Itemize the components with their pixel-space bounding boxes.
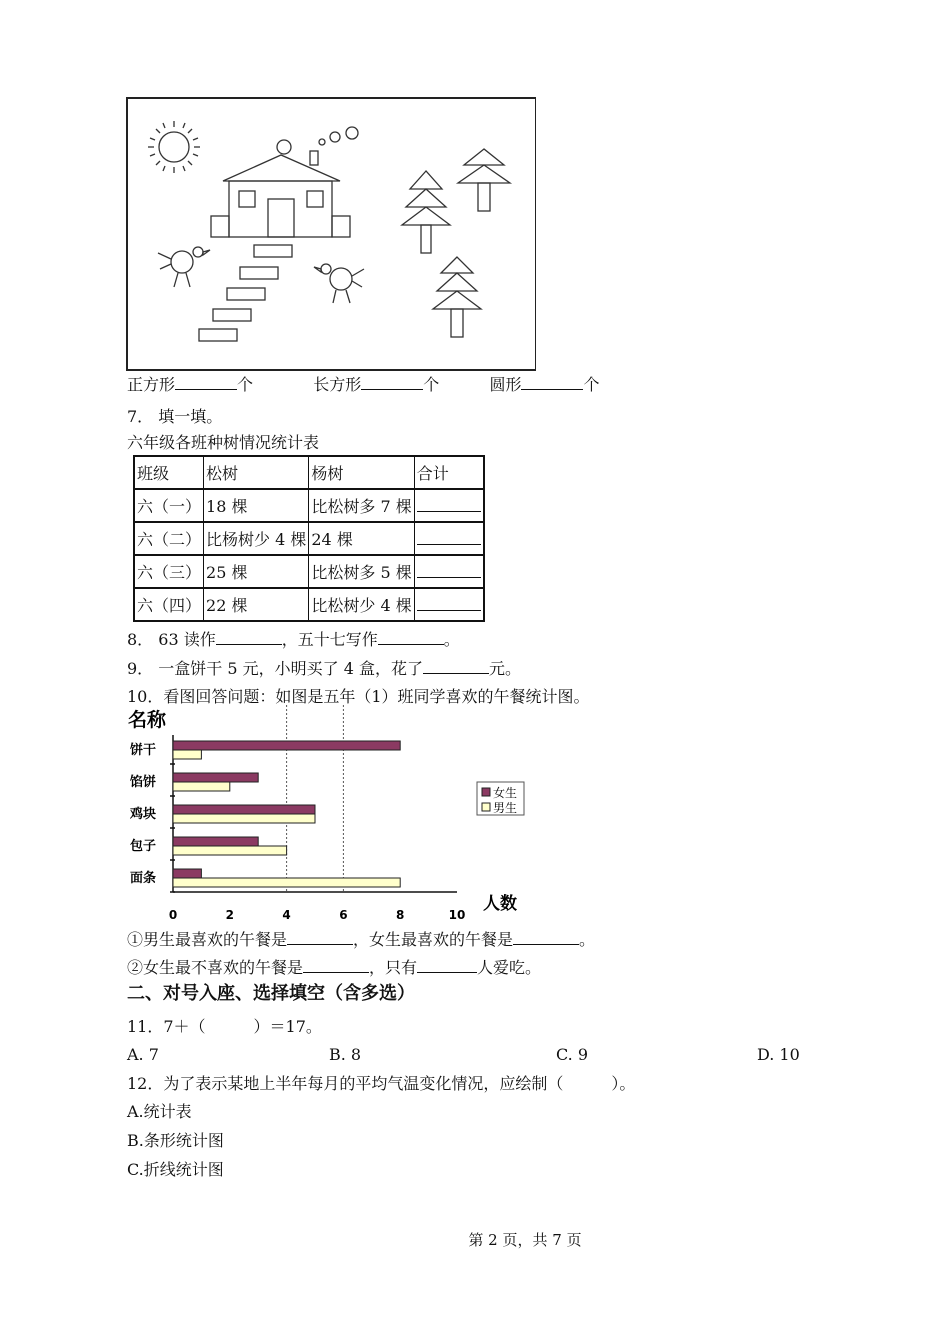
lunch-bar-chart-svg: [126, 705, 526, 920]
q9-text-2: 元。: [488, 659, 521, 678]
q9-cost-blank[interactable]: [423, 659, 489, 674]
x-tick-label: 0: [168, 908, 178, 920]
q9: [127, 656, 521, 679]
row-pine: 18 棵: [204, 489, 309, 522]
boys-favorite-blank[interactable]: [287, 930, 353, 945]
section-2-title: 二、对号入座、选择填空（含多选）: [127, 983, 415, 1004]
header-class: 班级: [134, 456, 204, 489]
rect-count-blank[interactable]: [361, 375, 423, 390]
row-total-blank[interactable]: [414, 522, 484, 555]
bar-女生: [173, 837, 258, 846]
q10-sub1-text-a: ①男生最喜欢的午餐是: [127, 930, 288, 949]
circle-label: 圆形: [489, 375, 522, 394]
q10-sub1-text-c: 。: [579, 930, 596, 949]
x-tick-label: 4: [282, 908, 291, 920]
q6-answer-line: [127, 372, 599, 395]
circle-count-blank[interactable]: [521, 375, 583, 390]
row-total-blank[interactable]: [414, 555, 484, 588]
bar-男生: [173, 878, 400, 887]
bar-男生: [173, 814, 315, 823]
row-pine: 25 棵: [204, 555, 309, 588]
x-tick-label: 10: [448, 908, 466, 920]
table-row: [134, 522, 484, 555]
category-label: 饼干: [130, 743, 157, 758]
tree-planting-table: [133, 455, 485, 622]
q10-sub2-text-b: ，只有: [369, 958, 418, 977]
q7-text: 填一填。: [158, 407, 223, 426]
q9-text-1: 9． 一盒饼干 5 元，小明买了 4 盒，花了: [127, 659, 423, 678]
legend-entry: 男生: [493, 801, 518, 815]
legend-swatch: [482, 803, 490, 811]
q11-option-c[interactable]: C. 9: [556, 1045, 589, 1064]
q10-sub2-text-c: 人爱吃。: [477, 958, 542, 977]
legend-entry: 女生: [493, 786, 518, 800]
q8-read-blank[interactable]: [216, 630, 282, 645]
table-row: [134, 588, 484, 621]
bar-女生: [173, 773, 258, 782]
q10-sub1-text-b: ，女生最喜欢的午餐是: [353, 930, 514, 949]
category-label: 面条: [130, 871, 157, 886]
q8-write-blank[interactable]: [378, 630, 444, 645]
x-tick-label: 6: [339, 908, 348, 920]
rect-label: 长方形: [313, 375, 362, 394]
header-total: 合计: [414, 456, 484, 489]
q10-sub2-text-a: ②女生最不喜欢的午餐是: [127, 958, 304, 977]
q8-text-1: 8． 63 读作: [127, 630, 216, 649]
q7-prompt: [127, 404, 222, 427]
q10-sub2: [127, 955, 541, 978]
q11-option-d[interactable]: D. 10: [757, 1045, 800, 1064]
row-poplar: 24 棵: [309, 522, 414, 555]
chart-x-axis-label: 人数: [483, 894, 517, 914]
category-label: 包子: [130, 839, 157, 854]
q8: [127, 627, 460, 650]
girls-count-blank[interactable]: [417, 958, 477, 973]
q8-text-3: 。: [443, 630, 460, 649]
x-tick-label: 2: [225, 908, 234, 920]
shapes-picture: [126, 97, 536, 371]
q12-prompt: 12．为了表示某地上半年每月的平均气温变化情况，应绘制（ ）。: [127, 1074, 636, 1093]
q8-text-2: ，五十七写作: [281, 630, 378, 649]
row-total-blank[interactable]: [414, 588, 484, 621]
q10-prompt: 10．看图回答问题：如图是五年（1）班同学喜欢的午餐统计图。: [127, 687, 590, 706]
page-footer: 第 2 页，共 7 页: [468, 1231, 582, 1249]
row-pine: 比杨树少 4 棵: [204, 522, 309, 555]
bar-女生: [173, 741, 400, 750]
table-title: 六年级各班种树情况统计表: [127, 433, 320, 452]
circle-unit: 个: [583, 375, 600, 394]
girls-least-favorite-blank[interactable]: [303, 958, 369, 973]
q7-number: 7．: [127, 407, 154, 426]
bar-男生: [173, 782, 230, 791]
q12-option-c[interactable]: C.折线统计图: [127, 1160, 224, 1179]
table-header-row: [134, 456, 484, 489]
row-class: 六（四）: [134, 588, 204, 621]
row-class: 六（三）: [134, 555, 204, 588]
legend-swatch: [482, 788, 490, 796]
q11-option-a[interactable]: A. 7: [127, 1045, 159, 1064]
table-row: [134, 555, 484, 588]
lunch-bar-chart: [126, 705, 526, 920]
category-label: 馅饼: [130, 775, 157, 790]
x-tick-label: 8: [396, 908, 405, 920]
header-pine: 松树: [204, 456, 309, 489]
row-total-blank[interactable]: [414, 489, 484, 522]
row-poplar: 比松树少 4 棵: [309, 588, 414, 621]
row-class: 六（一）: [134, 489, 204, 522]
chart-title: 名称: [128, 709, 167, 731]
square-count-blank[interactable]: [175, 375, 237, 390]
q11-prompt: 11．7＋（ ）＝17。: [127, 1017, 322, 1036]
row-poplar: 比松树多 5 棵: [309, 555, 414, 588]
category-label: 鸡块: [130, 807, 157, 822]
q10-sub1: [127, 927, 595, 950]
square-label: 正方形: [127, 375, 176, 394]
row-class: 六（二）: [134, 522, 204, 555]
square-unit: 个: [237, 375, 254, 394]
q11-option-b[interactable]: B. 8: [329, 1045, 362, 1064]
girls-favorite-blank[interactable]: [513, 930, 579, 945]
rect-unit: 个: [423, 375, 440, 394]
bar-男生: [173, 750, 201, 759]
row-poplar: 比松树多 7 棵: [309, 489, 414, 522]
row-pine: 22 棵: [204, 588, 309, 621]
bar-女生: [173, 869, 201, 878]
bar-男生: [173, 846, 287, 855]
header-poplar: 杨树: [309, 456, 414, 489]
house-scene-illustration: [128, 99, 535, 369]
bar-女生: [173, 805, 315, 814]
table-row: [134, 489, 484, 522]
q12-option-a[interactable]: A.统计表: [127, 1102, 192, 1121]
q12-option-b[interactable]: B.条形统计图: [127, 1131, 224, 1150]
